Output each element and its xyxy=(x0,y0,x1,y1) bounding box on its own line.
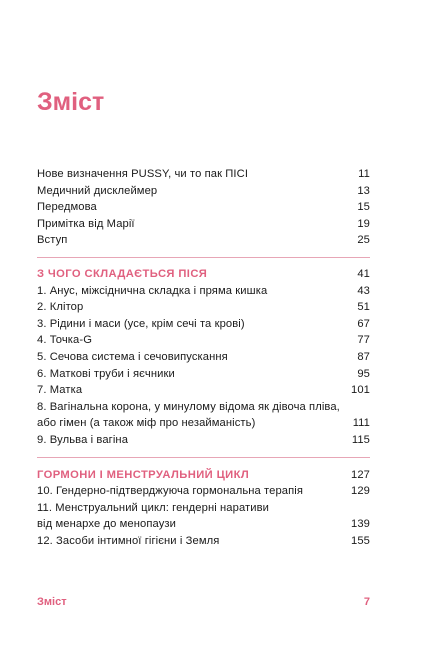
section-heading-label: ГОРМОНИ І МЕНСТРУАЛЬНИЙ ЦИКЛ xyxy=(37,468,250,481)
toc-entry-page: 43 xyxy=(357,284,370,297)
toc-entry-label: Вступ xyxy=(37,234,68,247)
toc-entry[interactable] xyxy=(37,316,370,333)
toc-entry[interactable] xyxy=(37,216,370,233)
toc-entry[interactable] xyxy=(37,432,370,449)
toc-section-heading[interactable] xyxy=(37,467,370,484)
section-divider xyxy=(37,457,370,550)
toc-entry-label: 4. Точка-G xyxy=(37,334,92,347)
toc-entry-page: 11 xyxy=(358,168,370,180)
page-title: Зміст xyxy=(37,88,105,116)
toc-entry-page: 111 xyxy=(352,417,370,430)
toc-entry-page: 15 xyxy=(357,201,370,214)
table-of-contents xyxy=(37,166,370,549)
toc-entry[interactable] xyxy=(37,366,370,383)
toc-entry-page: 155 xyxy=(351,534,370,547)
toc-intro-group xyxy=(37,166,370,249)
section-heading-page: 41 xyxy=(357,267,370,280)
toc-entry[interactable] xyxy=(37,399,370,432)
toc-entry-label: 10. Гендерно-підтверджуюча гормональна терапія xyxy=(37,485,304,498)
toc-entry-label: 3. Рідини і маси (усе, крім сечі та крові) xyxy=(37,317,245,330)
toc-entry-page: 13 xyxy=(357,184,370,197)
toc-entry-label: 2. Клітор xyxy=(37,301,84,314)
toc-entry-page: 19 xyxy=(357,217,370,230)
toc-entry-label: 1. Анус, міжсіднична складка і пряма кишка xyxy=(37,284,268,297)
toc-entry-label: 6. Маткові труби і яєчники xyxy=(37,367,175,380)
toc-entry-page: 115 xyxy=(351,433,370,446)
toc-entry[interactable] xyxy=(37,283,370,300)
section-heading-page: 127 xyxy=(351,468,370,481)
toc-entry-page: 67 xyxy=(357,317,370,330)
toc-entry-page: 101 xyxy=(351,384,370,397)
page-footer xyxy=(37,596,370,608)
toc-entry-label: Нове визначення PUSSY, чи то пак ПІСІ xyxy=(37,168,249,180)
toc-entry-label: 7. Матка xyxy=(37,384,83,397)
toc-entry-page: 77 xyxy=(357,334,370,347)
toc-entry-page: 51 xyxy=(357,301,370,314)
toc-entry[interactable] xyxy=(37,349,370,366)
toc-entry[interactable] xyxy=(37,199,370,216)
toc-entry-label: 9. Вульва і вагіна xyxy=(37,433,129,446)
toc-entry-page: 129 xyxy=(351,485,370,498)
toc-section-heading[interactable] xyxy=(37,266,370,283)
footer-label: Зміст xyxy=(37,596,67,608)
section-divider xyxy=(37,257,370,449)
toc-entry-label: 11. Менструальний цикл: гендерні наративи від менархе до менопаузи xyxy=(37,501,269,531)
toc-entry-page: 95 xyxy=(357,367,370,380)
toc-entry-label: 5. Сечова система і сечовипускання xyxy=(37,350,228,363)
toc-entry-label: 12. Засоби інтимної гігієни і Земля xyxy=(37,534,220,547)
toc-entry[interactable] xyxy=(37,382,370,399)
page-number: 7 xyxy=(363,596,370,608)
toc-entry[interactable] xyxy=(37,500,370,533)
toc-entry-page: 87 xyxy=(357,350,370,363)
toc-entry[interactable] xyxy=(37,533,370,550)
toc-entry[interactable] xyxy=(37,483,370,500)
toc-entry-page: 139 xyxy=(351,518,370,531)
section-heading-label: З ЧОГО СКЛАДАЄТЬСЯ ПІСЯ xyxy=(37,267,208,280)
toc-entry-label: 8. Вагінальна корона, у минулому відома як дівоча пліва, або гімен (а також міф про незайманість) xyxy=(37,400,340,430)
toc-entry-label: Примітка від Марії xyxy=(37,217,135,230)
toc-entry[interactable] xyxy=(37,232,370,249)
toc-entry[interactable] xyxy=(37,183,370,200)
toc-entry-page: 25 xyxy=(357,234,370,247)
toc-entry[interactable] xyxy=(37,332,370,349)
toc-entry[interactable] xyxy=(37,299,370,316)
toc-entry-label: Медичний дисклеймер xyxy=(37,184,158,197)
toc-entry[interactable] xyxy=(37,166,370,183)
toc-entry-label: Передмова xyxy=(37,201,97,214)
